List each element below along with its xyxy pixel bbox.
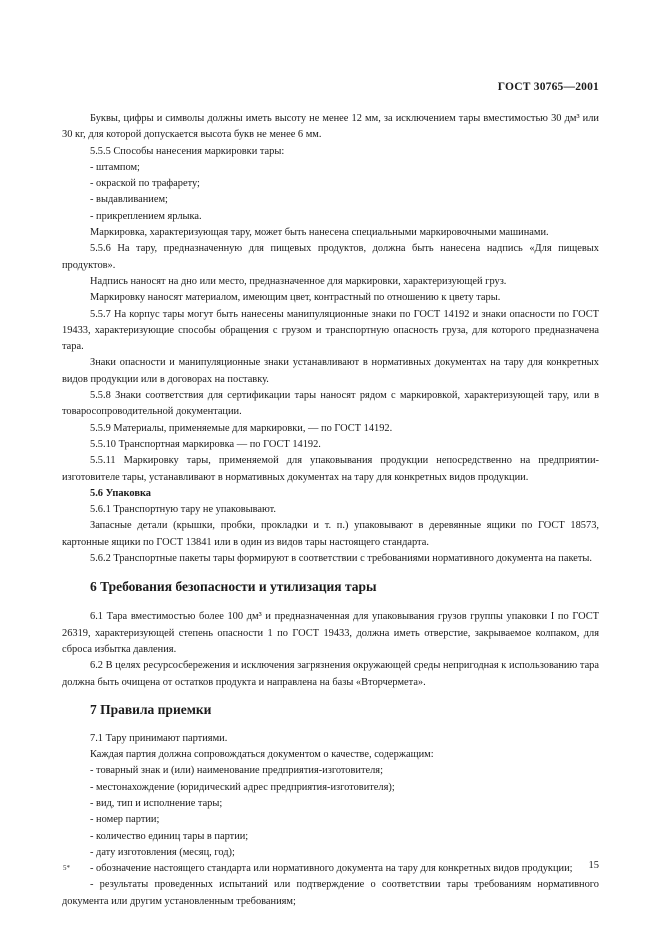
- paragraph: 5.6.1 Транспортную тару не упаковывают.: [90, 504, 277, 516]
- list-item: - количество единиц тары в партии;: [90, 830, 249, 842]
- list-item: - прикреплением ярлыка.: [90, 210, 202, 222]
- paragraph: Знаки опасности и манипуляционные знаки устанавливают в нормативных документах на тару для конкретных видов продукции или в договорах на поставку.: [62, 357, 599, 385]
- paragraph: 5.5.6 На тару, предназначенную для пищевых продуктов, должна быть нанесена надпись «Для пищевых продуктов».: [62, 243, 599, 271]
- paragraph: Надпись наносят на дно или место, предназначенное для маркировки, характеризующей груз.: [90, 275, 507, 287]
- list-item: - выдавливанием;: [90, 194, 168, 206]
- paragraph: 5.5.8 Знаки соответствия для сертификации тары наносят рядом с маркировкой, характеризующей тару, или в товаросопроводительной документации.: [62, 390, 599, 418]
- paragraph: Буквы, цифры и символы должны иметь высоту не менее 12 мм, за исключением тары вместимостью 30 дм³ или 30 кг, для которой допускается высота букв не менее 6 мм.: [62, 113, 599, 141]
- paragraph: 6.2 В целях ресурсосбережения и исключения загрязнения окружающей среды непригодная к использованию тара должна быть очищена от остатков продукта и направлена на базы «Вторчермета».: [62, 660, 599, 688]
- subsection-heading: 5.6 Упаковка: [90, 487, 151, 499]
- paragraph: Маркировку наносят материалом, имеющим цвет, контрастный по отношению к цвету тары.: [90, 292, 501, 304]
- list-item: - штампом;: [90, 161, 140, 173]
- paragraph: Маркировка, характеризующая тару, может быть нанесена специальными маркировочными машинами.: [90, 227, 549, 239]
- paragraph: 5.5.5 Способы нанесения маркировки тары:: [90, 145, 285, 157]
- list-item: - номер партии;: [90, 814, 160, 826]
- list-item: - обозначение настоящего стандарта или нормативного документа на тару для конкретных видов продукции;: [90, 863, 573, 875]
- paragraph: 5.5.7 На корпус тары могут быть нанесены манипуляционные знаки по ГОСТ 14192 и знаки опасности по ГОСТ 19433, характеризующие способы обращения с грузом и транспортную опасность груза, для которого предназначена тара.: [62, 308, 599, 353]
- page-number: 15: [588, 860, 599, 871]
- paragraph: 5.6.2 Транспортные пакеты тары формируют в соответствии с требованиями нормативного документа на пакеты.: [90, 553, 593, 565]
- section-6-title: 6 Требования безопасности и утилизация тары: [90, 579, 377, 595]
- page-header-standard-code: ГОСТ 30765—2001: [497, 81, 599, 93]
- paragraph: Каждая партия должна сопровождаться документом о качестве, содержащим:: [90, 749, 434, 761]
- document-body: [62, 111, 599, 910]
- paragraph: 7.1 Тару принимают партиями.: [90, 732, 228, 744]
- paragraph: 5.5.10 Транспортная маркировка — по ГОСТ 14192.: [90, 438, 321, 450]
- list-item: - окраской по трафарету;: [90, 178, 200, 190]
- section-7-title: 7 Правила приемки: [90, 701, 212, 717]
- list-item: - результаты проведенных испытаний или подтверждение о соответствии тары требованиям нормативного документа или другим установленным требованиям;: [62, 879, 599, 907]
- list-item: - товарный знак и (или) наименование предприятия-изготовителя;: [90, 765, 383, 777]
- paragraph: 6.1 Тара вместимостью более 100 дм³ и предназначенная для упаковывания грузов группы упаковки I по ГОСТ 26319, характеризующей степень опасности 1 по ГОСТ 19433, должна иметь отверстие, закрываемое колпаком, для сброса избытка давления.: [62, 611, 599, 655]
- paragraph: 5.5.11 Маркировку тары, применяемой для упаковывания продукции непосредственно на предприятии-изготовителе тары, устанавливают в нормативных документах на тару для конкретных видов продукции.: [62, 455, 599, 483]
- list-item: - дату изготовления (месяц, год);: [90, 846, 235, 858]
- paragraph: Запасные детали (крышки, пробки, прокладки и т. п.) упаковывают в деревянные ящики по ГОСТ 18573, картонные ящики по ГОСТ 13841 или в один из видов тары настоящего стандарта.: [62, 520, 599, 548]
- list-item: - местонахождение (юридический адрес предприятия-изготовителя);: [90, 781, 395, 793]
- list-item: - вид, тип и исполнение тары;: [90, 797, 223, 809]
- footer-signature-mark: 5*: [63, 864, 70, 872]
- paragraph: 5.5.9 Материалы, применяемые для маркировки, — по ГОСТ 14192.: [90, 422, 393, 434]
